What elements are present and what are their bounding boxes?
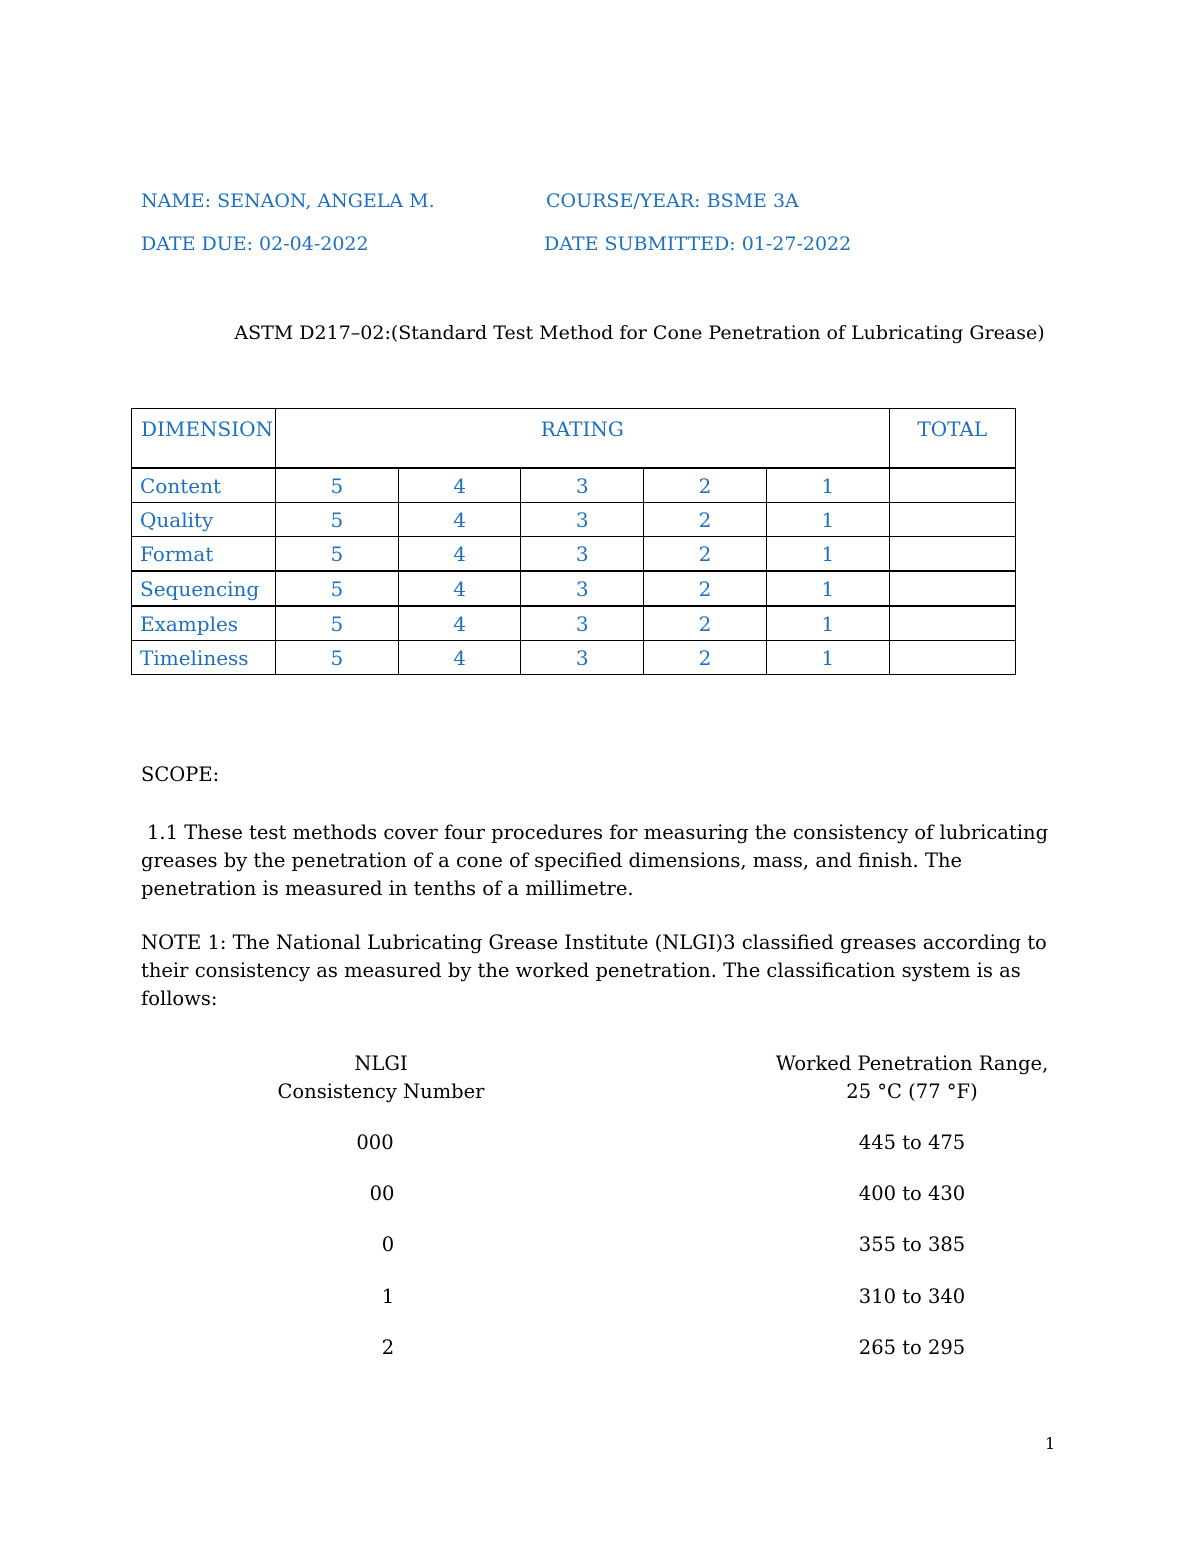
total-cell <box>889 606 1015 641</box>
rating-cell: 4 <box>398 468 521 503</box>
rating-cell: 5 <box>276 468 399 503</box>
date-submitted-field: DATE SUBMITTED: 01-27-2022 <box>544 233 852 255</box>
note-1-paragraph: NOTE 1: The National Lubricating Grease Institute (NLGI)3 classified greases according to their consistency as measured by the worked penetration. The classification system is as follows: <box>141 931 1047 1010</box>
nlgi-number: 00 <box>369 1182 395 1205</box>
rating-cell: 3 <box>521 537 644 572</box>
course-year-field: COURSE/YEAR: BSME 3A <box>546 190 799 212</box>
rubric-header-row <box>132 409 1016 469</box>
rubric-table <box>131 408 1016 675</box>
rating-cell: 1 <box>766 468 889 503</box>
rating-cell: 3 <box>521 503 644 537</box>
penetration-range: 400 to 430 <box>858 1182 966 1205</box>
page-number: 1 <box>1045 1434 1056 1453</box>
rating-cell: 2 <box>644 537 767 572</box>
rubric-row-sequencing <box>132 571 1016 606</box>
rubric-row-content <box>132 468 1016 503</box>
rating-cell: 2 <box>644 571 767 606</box>
name-field: NAME: SENAON, ANGELA M. <box>141 190 435 212</box>
rating-cell: 5 <box>276 571 399 606</box>
total-cell <box>889 503 1015 537</box>
rating-cell: 2 <box>644 641 767 675</box>
rating-cell: 1 <box>766 606 889 641</box>
rating-cell: 5 <box>276 606 399 641</box>
rating-cell: 4 <box>398 503 521 537</box>
rating-cell: 3 <box>521 606 644 641</box>
rating-cell: 5 <box>276 503 399 537</box>
rating-cell: 1 <box>766 537 889 572</box>
rating-cell: 3 <box>521 571 644 606</box>
nlgi-number: 1 <box>381 1285 395 1308</box>
total-cell <box>889 641 1015 675</box>
rubric-row-examples <box>132 606 1016 641</box>
nlgi-header-line-1: NLGI <box>354 1052 408 1075</box>
rubric-row-format <box>132 537 1016 572</box>
rating-cell: 2 <box>644 503 767 537</box>
rating-cell: 3 <box>521 468 644 503</box>
scope-heading: SCOPE: <box>141 763 220 786</box>
rating-cell: 5 <box>276 641 399 675</box>
rating-cell: 1 <box>766 641 889 675</box>
dimension-header: DIMENSION <box>132 409 276 469</box>
dimension-cell: Sequencing <box>132 571 276 606</box>
penetration-range: 355 to 385 <box>858 1233 966 1256</box>
rating-cell: 5 <box>276 537 399 572</box>
penetration-range: 265 to 295 <box>858 1336 966 1359</box>
date-due-field: DATE DUE: 02-04-2022 <box>141 233 369 255</box>
document-title: ASTM D217–02:(Standard Test Method for Cone Penetration of Lubricating Grease) <box>234 322 1045 344</box>
penetration-range: 310 to 340 <box>858 1285 966 1308</box>
dimension-cell: Quality <box>132 503 276 537</box>
rubric-row-quality <box>132 503 1016 537</box>
dimension-cell: Examples <box>132 606 276 641</box>
rating-cell: 1 <box>766 503 889 537</box>
total-header: TOTAL <box>889 409 1015 469</box>
nlgi-number: 2 <box>381 1336 395 1359</box>
penetration-header-line-1: Worked Penetration Range, <box>775 1052 1049 1075</box>
rating-cell: 2 <box>644 606 767 641</box>
rating-cell: 2 <box>644 468 767 503</box>
rating-cell: 4 <box>398 537 521 572</box>
scope-paragraph-1-1: 1.1 These test methods cover four procedures for measuring the consistency of lubricating greases by the penetration of a cone of specified dimensions, mass, and finish. The penetration is measured in tenths of a millimetre. <box>141 821 1049 900</box>
penetration-column-header <box>752 1050 1072 1106</box>
nlgi-number: 0 <box>381 1233 395 1256</box>
dimension-cell: Format <box>132 537 276 572</box>
nlgi-number: 000 <box>356 1131 394 1154</box>
rating-cell: 4 <box>398 571 521 606</box>
total-cell <box>889 571 1015 606</box>
rubric-row-timeliness <box>132 641 1016 675</box>
rating-header: RATING <box>276 409 890 469</box>
penetration-range: 445 to 475 <box>858 1131 966 1154</box>
dimension-cell: Content <box>132 468 276 503</box>
rating-cell: 4 <box>398 641 521 675</box>
total-cell <box>889 468 1015 503</box>
rating-cell: 3 <box>521 641 644 675</box>
total-cell <box>889 537 1015 572</box>
nlgi-header-line-2: Consistency Number <box>277 1080 485 1103</box>
rating-cell: 4 <box>398 606 521 641</box>
nlgi-column-header <box>226 1050 536 1106</box>
penetration-header-line-2: 25 °C (77 °F) <box>846 1080 978 1103</box>
dimension-cell: Timeliness <box>132 641 276 675</box>
rating-cell: 1 <box>766 571 889 606</box>
